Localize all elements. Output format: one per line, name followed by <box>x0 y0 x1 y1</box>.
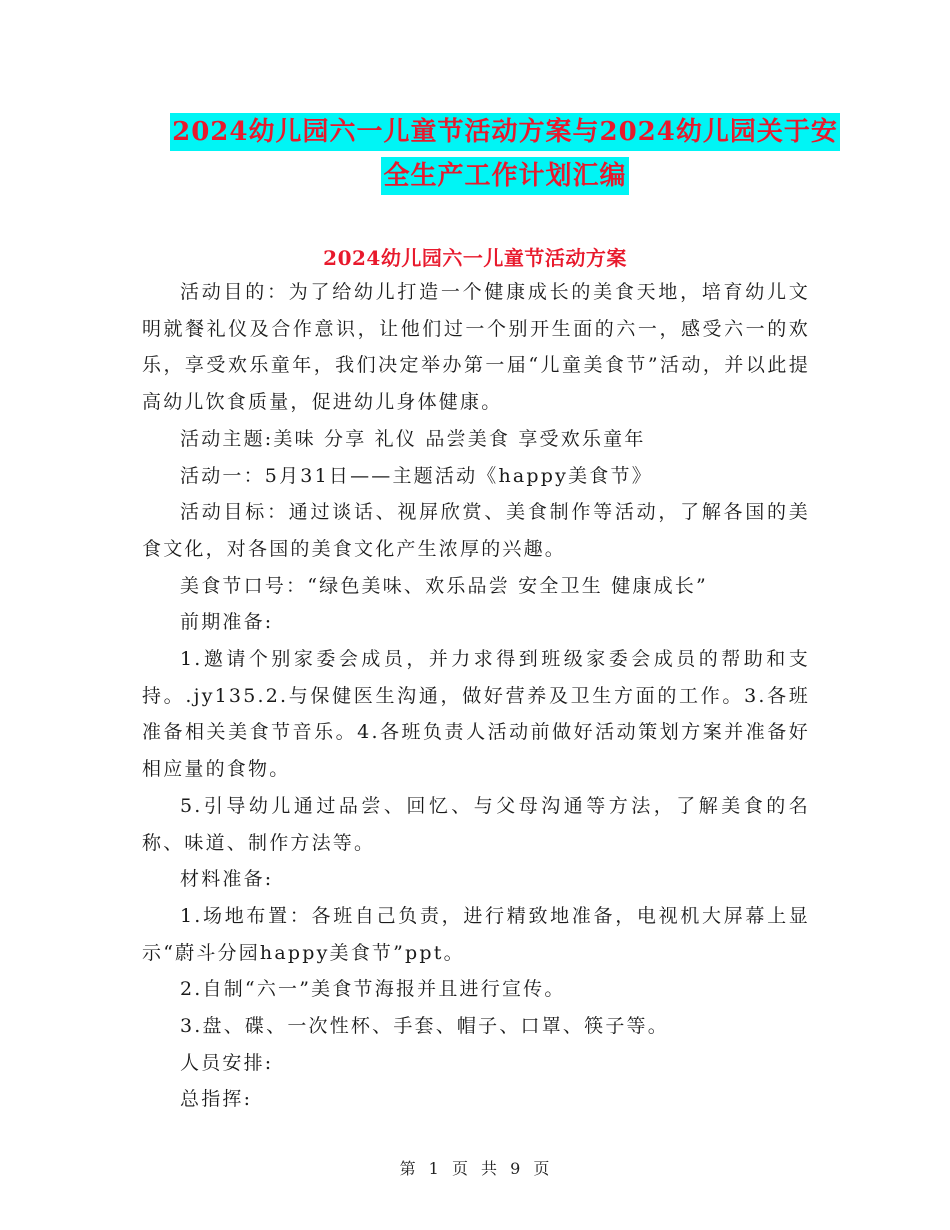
paragraph: 前期准备: <box>180 611 274 634</box>
paragraph: 活动目标：通过谈话、视屏欣赏、美食制作等活动，了解各国的美食文化，对各国的美食文化产生浓厚的兴趣。 <box>142 501 810 560</box>
paragraph: 总指挥: <box>180 1088 253 1111</box>
paragraph: 活动目的：为了给幼儿打造一个健康成长的美食天地，培育幼儿文明就餐礼仪及合作意识，让他们过一个别开生面的六一，感受六一的欢乐，享受欢乐童年，我们决定举办第一届“儿童美食节”活动，并以此提高幼儿饮食质量，促进幼儿身体健康。 <box>142 281 810 414</box>
document-title-text-2: 全生产工作计划汇编 <box>381 157 628 195</box>
paragraph: 人员安排: <box>180 1051 274 1074</box>
paragraph: 5.引导幼儿通过品尝、回忆、与父母沟通等方法，了解美食的名称、味道、制作方法等。 <box>142 794 810 854</box>
paragraph: 活动一：5月31日——主题活动《happy美食节》 <box>180 464 653 487</box>
paragraph: 3.盘、碟、一次性杯、手套、帽子、口罩、筷子等。 <box>180 1015 669 1038</box>
document-body <box>142 274 810 1118</box>
paragraph: 活动主题:美味 分享 礼仪 品尝美食 享受欢乐童年 <box>180 427 646 450</box>
paragraph: 1.场地布置：各班自己负责，进行精致地准备，电视机大屏幕上显示“蔚斗分园happy美食节”ppt。 <box>142 904 810 964</box>
document-title-line-1 <box>100 113 910 151</box>
paragraph: 材料准备: <box>180 868 274 891</box>
document-title-line-2 <box>100 157 910 195</box>
paragraph: 2.自制“六一”美食节海报并且进行宣传。 <box>180 978 566 1001</box>
paragraph: 美食节口号：“绿色美味、欢乐品尝 安全卫生 健康成长” <box>180 574 708 597</box>
paragraph: 1.邀请个别家委会成员，并力求得到班级家委会成员的帮助和支持。.jy135.2.与保健医生沟通，做好营养及卫生方面的工作。3.各班准备相关美食节音乐。4.各班负责人活动前做好活动策划方案并准备好相应量的食物。 <box>142 648 810 781</box>
page-number-footer: 第 1 页 共 9 页 <box>399 1159 551 1178</box>
document-title-text-1: 2024幼儿园六一儿童节活动方案与2024幼儿园关于安 <box>170 113 840 151</box>
section-heading: 2024幼儿园六一儿童节活动方案 <box>323 246 627 270</box>
